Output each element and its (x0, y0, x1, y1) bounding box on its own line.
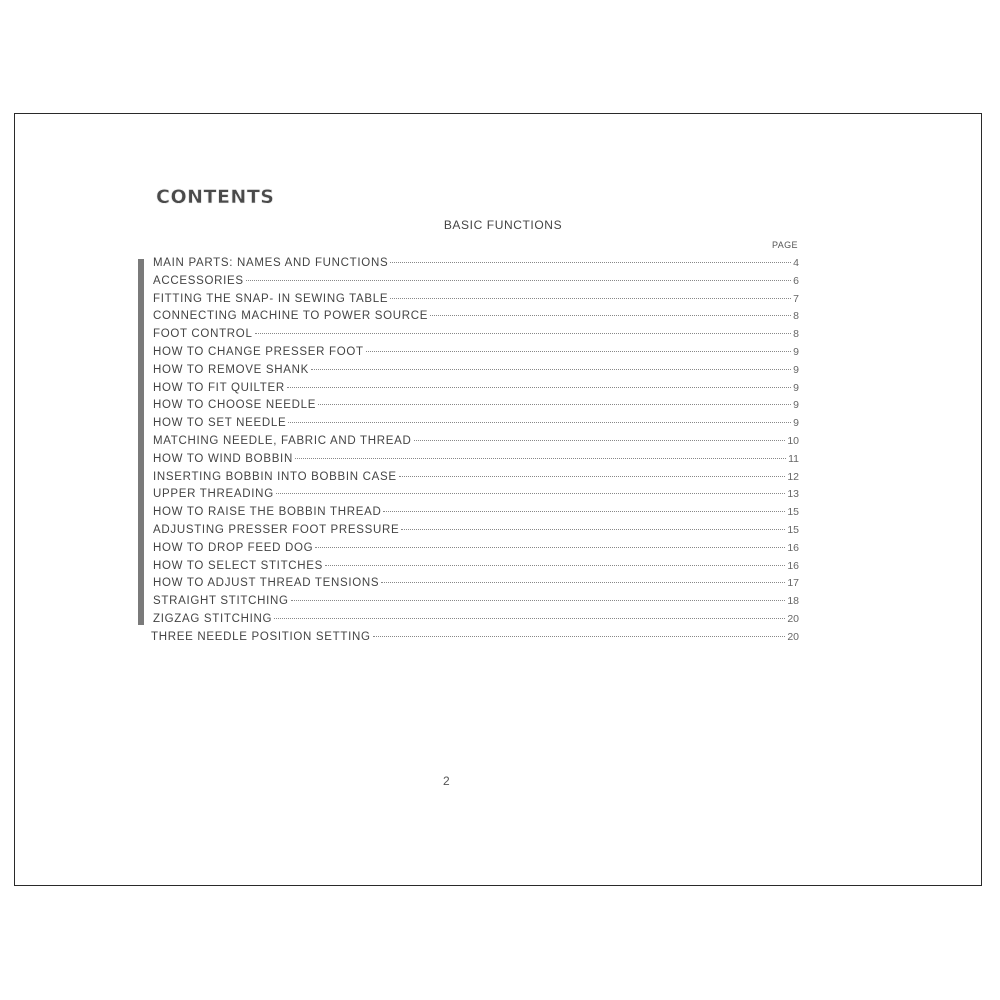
toc-entry (153, 310, 799, 328)
toc-entry (153, 417, 799, 435)
dot-leader (318, 404, 791, 405)
toc-entry-page: 9 (793, 417, 799, 430)
page-column-label: PAGE (772, 240, 798, 250)
toc-entry-label: ZIGZAG STITCHING (153, 612, 273, 625)
toc-entry-page: 18 (787, 595, 799, 608)
dot-leader (383, 511, 785, 512)
dot-leader (311, 369, 791, 370)
toc-entry (153, 488, 799, 506)
dot-leader (390, 262, 791, 263)
toc-entry-page: 10 (787, 434, 799, 447)
toc-entry-page: 13 (787, 488, 799, 501)
dot-leader (390, 298, 791, 299)
toc-entry-label: HOW TO REMOVE SHANK (153, 363, 310, 376)
toc-entry-page: 15 (787, 506, 799, 519)
dot-leader (246, 280, 791, 281)
toc-entry-page: 15 (787, 523, 799, 536)
dot-leader (366, 351, 791, 352)
toc-entry-label: HOW TO RAISE THE BOBBIN THREAD (153, 506, 382, 519)
toc-entry (153, 328, 799, 346)
toc-entry-page: 17 (787, 577, 799, 590)
toc-entry (153, 346, 799, 364)
dot-leader (288, 422, 791, 423)
dot-leader (274, 618, 785, 619)
toc-entry-label: FOOT CONTROL (153, 328, 253, 341)
section-side-bar (138, 259, 144, 625)
toc-entry-page: 4 (793, 257, 799, 269)
dot-leader (399, 476, 786, 477)
dot-leader (255, 333, 792, 334)
toc-entry (153, 364, 799, 382)
toc-entry-label: STRAIGHT STITCHING (153, 595, 289, 608)
toc-entry (153, 471, 799, 489)
toc-entry-label: MAIN PARTS: NAMES AND FUNCTIONS (153, 257, 389, 269)
toc-entry-page: 7 (793, 292, 799, 305)
toc-entry-label: ADJUSTING PRESSER FOOT PRESSURE (153, 523, 400, 536)
toc-entry (153, 399, 799, 417)
dot-leader (373, 636, 786, 637)
toc-entry-page: 9 (793, 381, 799, 394)
dot-leader (325, 565, 785, 566)
toc-entry (153, 257, 799, 275)
page-title: CONTENTS (156, 186, 275, 208)
toc-entry-label: INSERTING BOBBIN INTO BOBBIN CASE (153, 470, 397, 483)
dot-leader (315, 547, 785, 548)
toc-entry-page: 6 (793, 274, 799, 287)
toc-entry-label: MATCHING NEEDLE, FABRIC AND THREAD (153, 434, 412, 447)
toc-entry-page: 9 (793, 399, 799, 412)
toc-entry-label: HOW TO DROP FEED DOG (153, 541, 314, 554)
toc-entry-label: FITTING THE SNAP- IN SEWING TABLE (153, 292, 389, 305)
dot-leader (291, 600, 786, 601)
toc-entry (153, 595, 799, 613)
toc-entry (151, 631, 799, 649)
toc-entry-page: 8 (793, 328, 799, 341)
toc-entry (153, 542, 799, 560)
toc-entry (153, 382, 799, 400)
toc-entry-page: 20 (787, 612, 799, 625)
toc-entry-page: 11 (788, 452, 799, 465)
toc-entry-label: HOW TO CHANGE PRESSER FOOT (153, 345, 364, 358)
toc-entry-page: 16 (787, 541, 799, 554)
toc-entry (153, 560, 799, 578)
toc-entry (153, 275, 799, 293)
document-page (14, 113, 982, 886)
toc-entry (153, 577, 799, 595)
dot-leader (381, 582, 785, 583)
toc-entry-label: HOW TO FIT QUILTER (153, 381, 285, 394)
toc-entry (153, 453, 799, 471)
toc-entry-page: 16 (787, 559, 799, 572)
section-heading: BASIC FUNCTIONS (443, 218, 563, 232)
toc-entry (153, 435, 799, 453)
toc-entry-page: 8 (793, 310, 799, 323)
dot-leader (295, 458, 786, 459)
dot-leader (287, 387, 791, 388)
toc-entry (153, 293, 799, 311)
toc-entry-page: 12 (787, 470, 799, 483)
toc-entry-label: HOW TO ADJUST THREAD TENSIONS (153, 577, 380, 590)
dot-leader (414, 440, 786, 441)
toc-entry-label: CONNECTING MACHINE TO POWER SOURCE (153, 310, 429, 323)
table-of-contents (153, 257, 799, 649)
toc-entry-page: 9 (793, 363, 799, 376)
toc-entry-label: HOW TO SET NEEDLE (153, 417, 287, 430)
toc-entry-page: 20 (787, 630, 799, 643)
toc-entry-label: UPPER THREADING (153, 488, 274, 501)
toc-entry-label: HOW TO SELECT STITCHES (153, 559, 324, 572)
toc-entry-label: THREE NEEDLE POSITION SETTING (151, 630, 371, 643)
toc-entry (153, 506, 799, 524)
dot-leader (276, 493, 785, 494)
toc-entry (153, 524, 799, 542)
dot-leader (401, 529, 785, 530)
toc-entry-page: 9 (793, 345, 799, 358)
toc-entry-label: HOW TO WIND BOBBIN (153, 452, 293, 465)
page-number: 2 (443, 774, 450, 788)
dot-leader (430, 315, 791, 316)
toc-entry-label: HOW TO CHOOSE NEEDLE (153, 399, 317, 412)
toc-entry (153, 613, 799, 631)
toc-entry-label: ACCESSORIES (153, 274, 244, 287)
